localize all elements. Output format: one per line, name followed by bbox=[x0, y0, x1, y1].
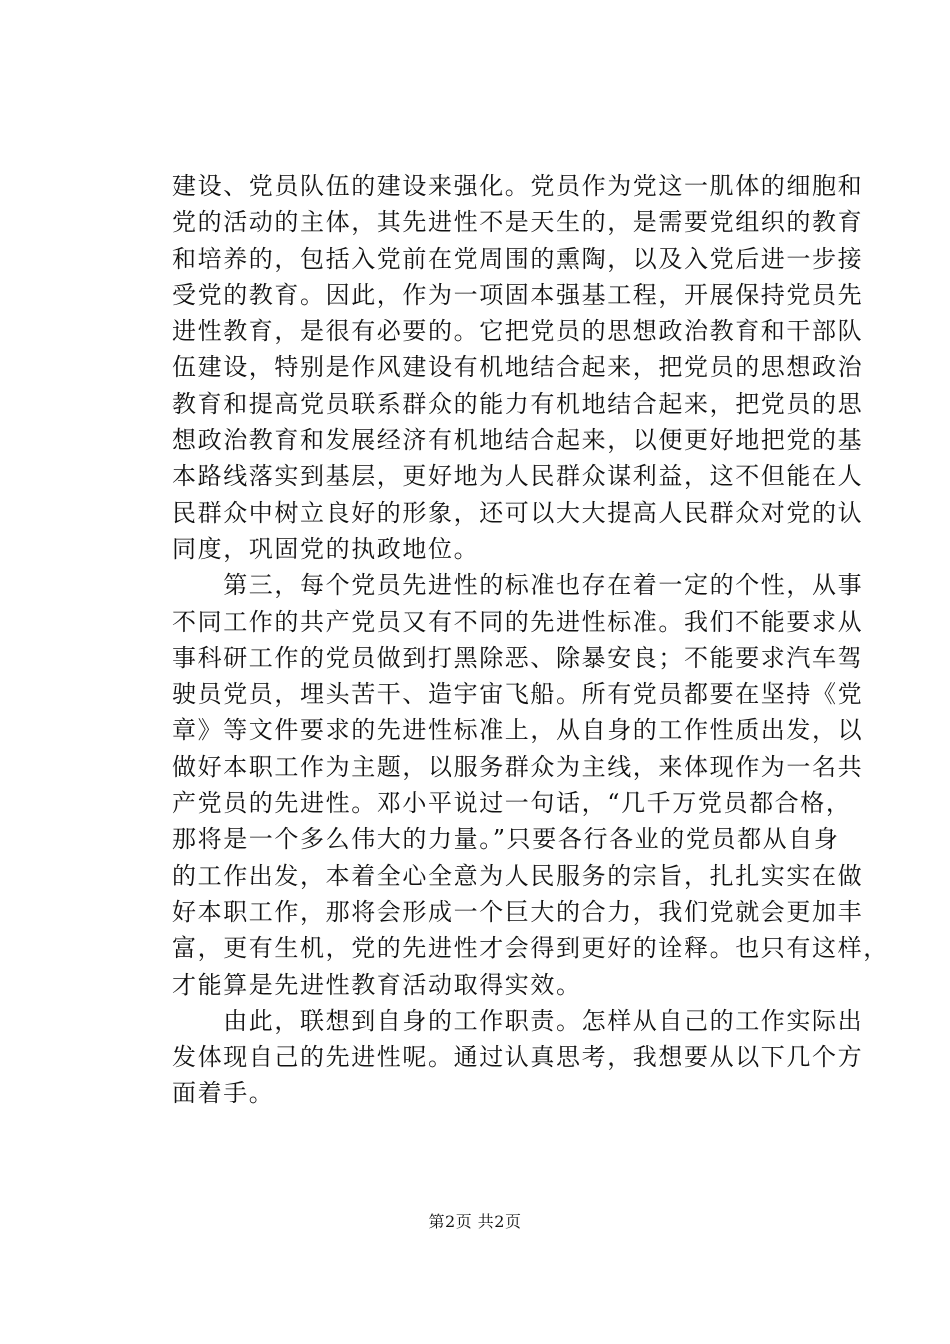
text-line: 那将是一个多么伟大的力量。”只要各行各业的党员都从自身 bbox=[172, 825, 840, 854]
text-line: 民群众中树立良好的形象，还可以大大提高人民群众对党的认 bbox=[172, 498, 864, 527]
text-line: 教育和提高党员联系群众的能力有机地结合起来，把党员的思 bbox=[172, 389, 864, 418]
text-line: 产党员的先进性。邓小平说过一句话，“几千万党员都合格， bbox=[172, 789, 852, 818]
text-line: 建设、党员队伍的建设来强化。党员作为党这一肌体的细胞和 bbox=[172, 172, 864, 200]
paragraph-start-line: 由此，联想到自身的工作职责。怎样从自己的工作实际出 bbox=[172, 1006, 864, 1035]
text-line: 才能算是先进性教育活动取得实效。 bbox=[172, 970, 582, 999]
text-line: 本路线落实到基层，更好地为人民群众谋利益，这不但能在人 bbox=[172, 462, 864, 491]
text-line: 面着手。 bbox=[172, 1079, 275, 1108]
text-line: 进性教育，是很有必要的。它把党员的思想政治教育和干部队 bbox=[172, 317, 864, 346]
text-line: 好本职工作，那将会形成一个巨大的合力，我们党就会更加丰 bbox=[172, 897, 864, 926]
text-line: 富，更有生机，党的先进性才会得到更好的诠释。也只有这样， bbox=[172, 934, 889, 963]
text-line: 想政治教育和发展经济有机地结合起来，以便更好地把党的基 bbox=[172, 426, 864, 455]
text-line: 党的活动的主体，其先进性不是天生的，是需要党组织的教育 bbox=[172, 208, 864, 237]
body-text bbox=[172, 168, 889, 1112]
text-line: 同度，巩固党的执政地位。 bbox=[172, 534, 480, 563]
text-line: 驶员党员，埋头苦干、造宇宙飞船。所有党员都要在坚持《党 bbox=[172, 680, 864, 709]
paragraph-start-line: 第三，每个党员先进性的标准也存在着一定的个性，从事 bbox=[172, 571, 864, 600]
text-line: 不同工作的共产党员又有不同的先进性标准。我们不能要求从 bbox=[172, 607, 864, 636]
text-line: 伍建设，特别是作风建设有机地结合起来，把党员的思想政治 bbox=[172, 353, 864, 382]
page-number-footer: 第2页 共2页 bbox=[428, 1212, 522, 1231]
text-line: 受党的教育。因此，作为一项固本强基工程，开展保持党员先 bbox=[172, 280, 864, 309]
text-line: 发体现自己的先进性呢。通过认真思考，我想要从以下几个方 bbox=[172, 1043, 864, 1072]
text-line: 事科研工作的党员做到打黑除恶、除暴安良；不能要求汽车驾 bbox=[172, 643, 864, 672]
text-line: 章》等文件要求的先进性标准上，从自身的工作性质出发，以 bbox=[172, 716, 864, 745]
text-line: 和培养的，包括入党前在党周围的熏陶，以及入党后进一步接 bbox=[172, 244, 864, 273]
text-line: 做好本职工作为主题，以服务群众为主线，来体现作为一名共 bbox=[172, 752, 864, 781]
text-line: 的工作出发，本着全心全意为人民服务的宗旨，扎扎实实在做 bbox=[172, 861, 864, 890]
